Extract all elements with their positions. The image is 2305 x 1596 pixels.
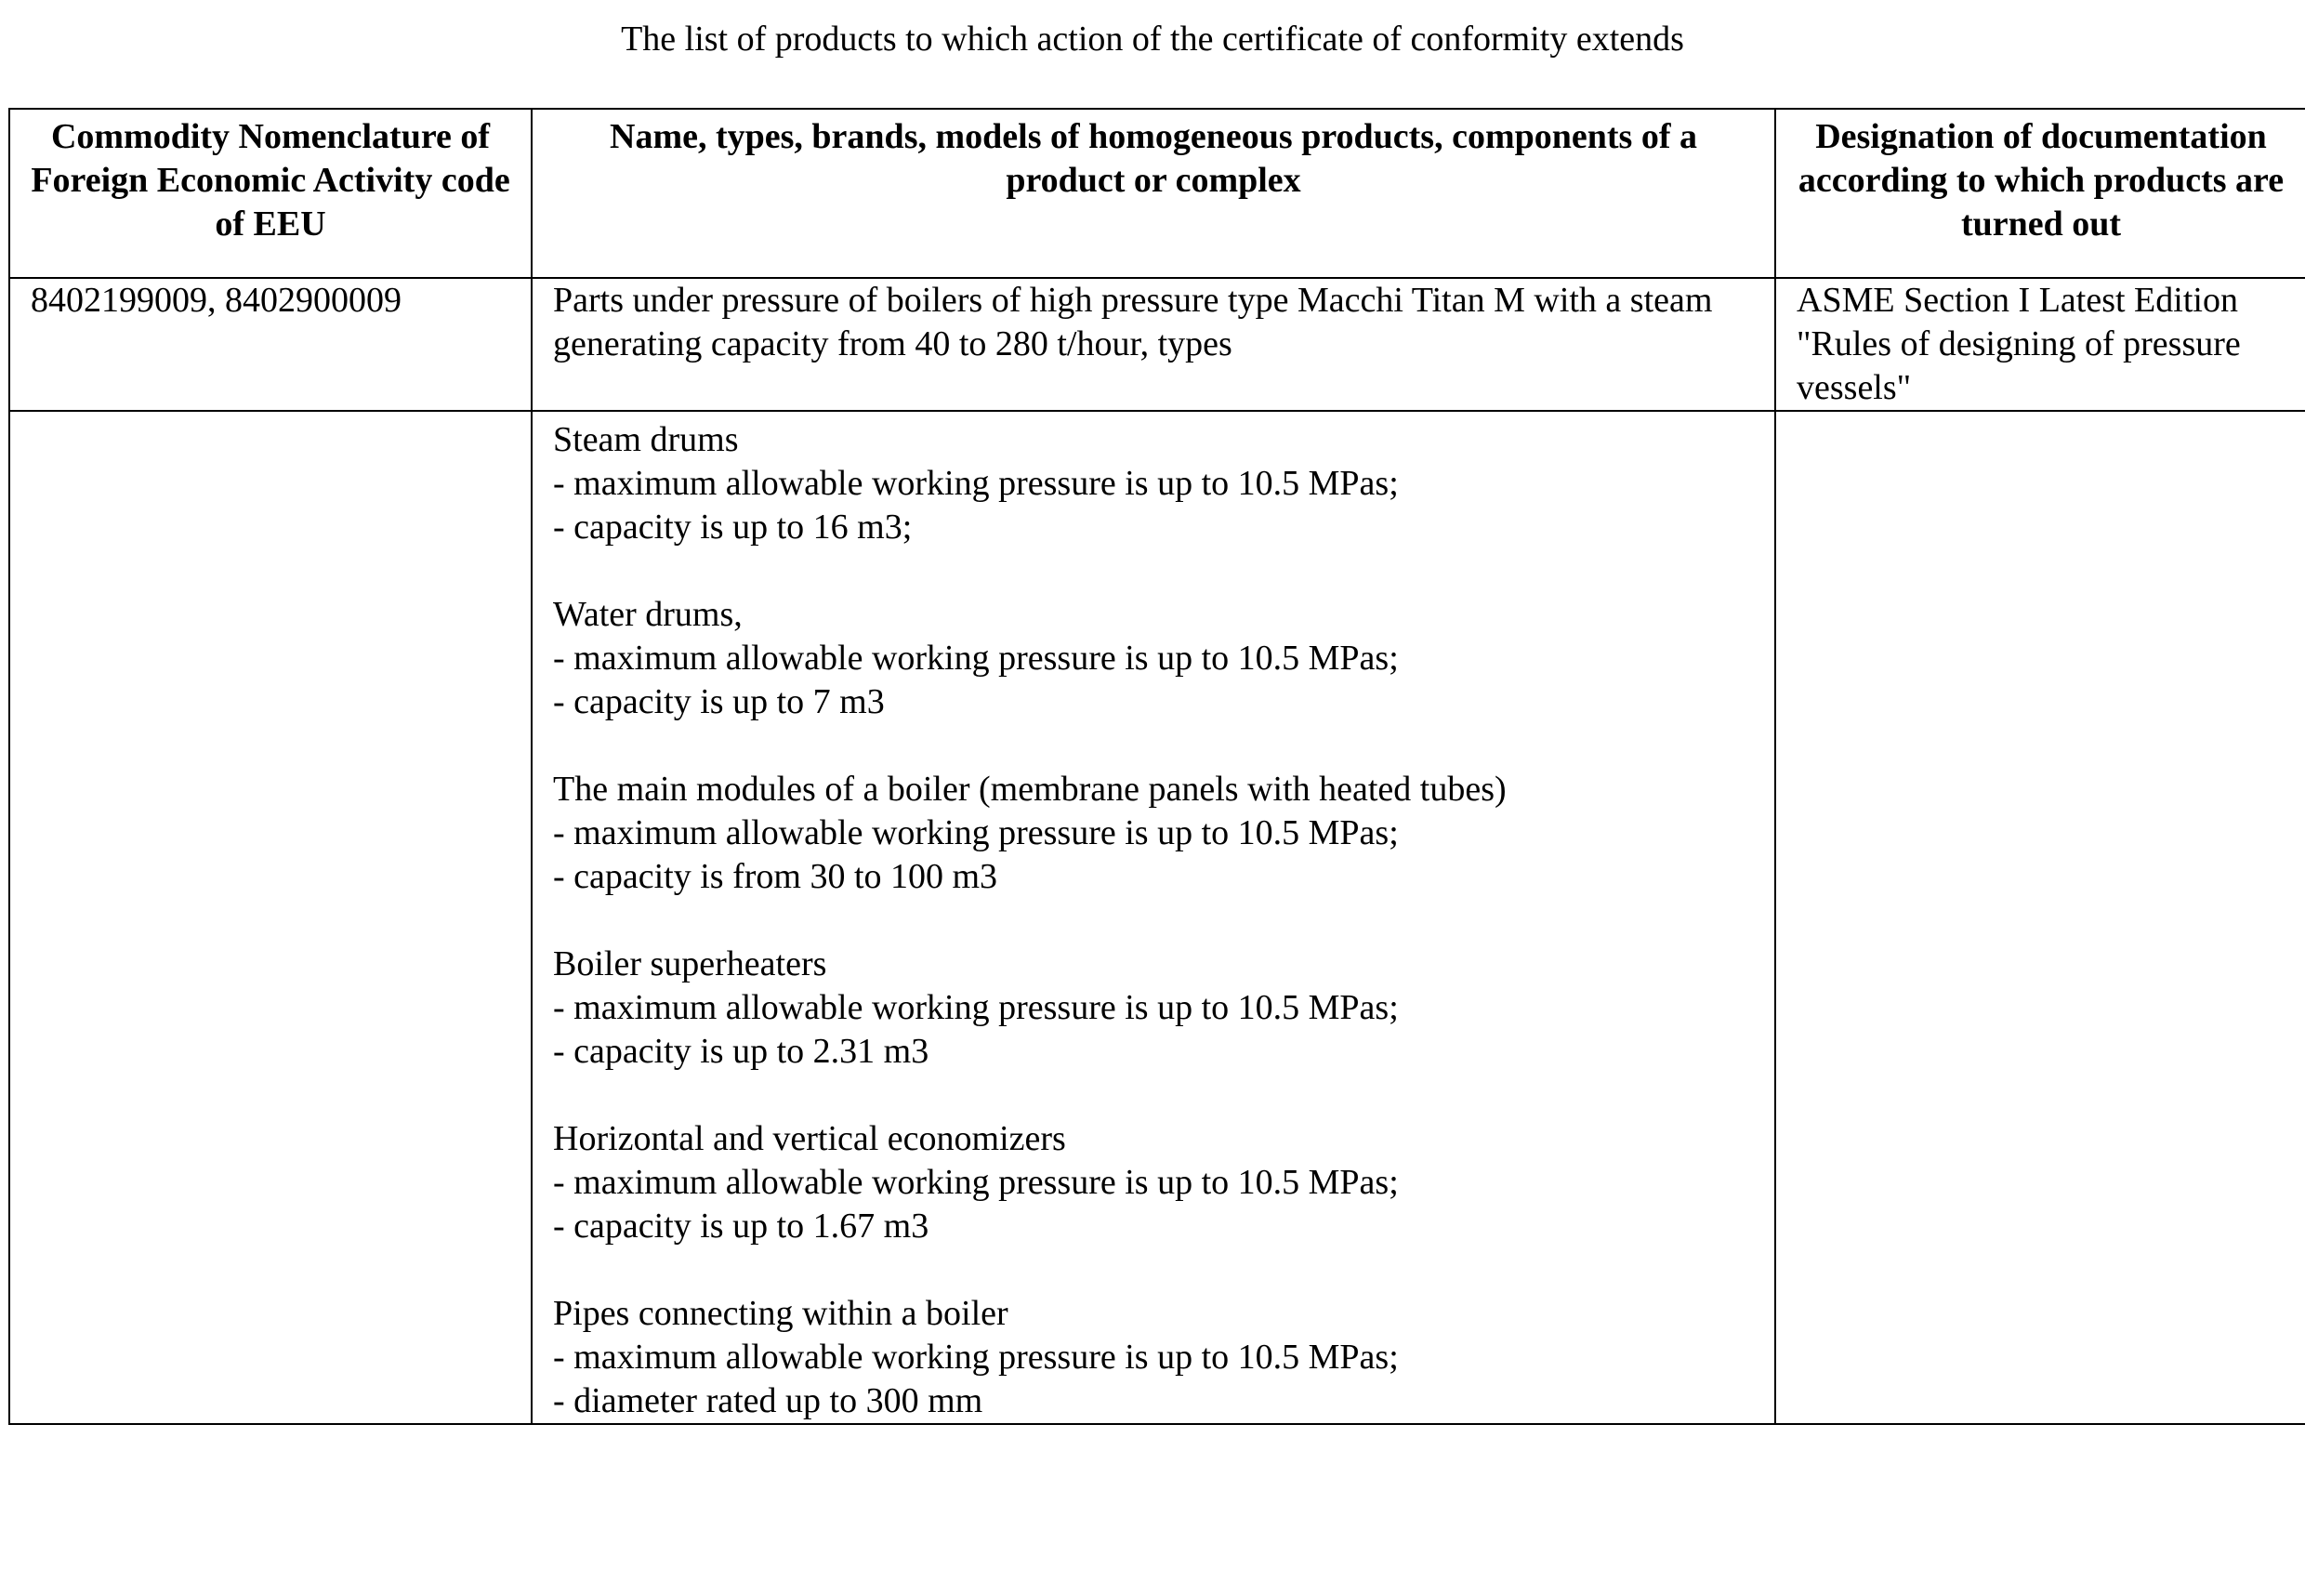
component-spec: - maximum allowable working pressure is up to 10.5 MPas; xyxy=(553,464,1399,503)
empty-documentation-cell xyxy=(1775,411,2305,1424)
component-spec: - maximum allowable working pressure is up to 10.5 MPas; xyxy=(553,1338,1399,1377)
commodity-code-cell: 8402199009, 8402900009 xyxy=(9,278,532,411)
header-documentation: Designation of documentation according to which products are turned out xyxy=(1775,109,2305,278)
header-product-name: Name, types, brands, models of homogeneous products, components of a product or complex xyxy=(532,109,1775,278)
component-name: The main modules of a boiler (membrane panels with heated tubes) xyxy=(553,770,1507,809)
component-spec: - maximum allowable working pressure is up to 10.5 MPas; xyxy=(553,988,1399,1027)
component-spec: - capacity is up to 1.67 m3 xyxy=(553,1207,929,1246)
table-row xyxy=(9,278,2305,411)
component-name: Horizontal and vertical economizers xyxy=(553,1119,1066,1158)
header-commodity-code: Commodity Nomenclature of Foreign Economic Activity code of EEU xyxy=(9,109,532,278)
component-spec: - maximum allowable working pressure is up to 10.5 MPas; xyxy=(553,1163,1399,1202)
page-title: The list of products to which action of the certificate of conformity extends xyxy=(621,20,1684,59)
product-table xyxy=(8,108,2305,1425)
component-spec: - maximum allowable working pressure is up to 10.5 MPas; xyxy=(553,639,1399,678)
component-pipes xyxy=(553,1292,1754,1423)
component-spec: - capacity is up to 7 m3 xyxy=(553,682,885,721)
documentation-cell: ASME Section I Latest Edition "Rules of designing of pressure vessels" xyxy=(1775,278,2305,411)
component-steam-drums xyxy=(553,418,1754,549)
component-spec: - capacity is from 30 to 100 m3 xyxy=(553,857,998,896)
component-spec: - diameter rated up to 300 mm xyxy=(553,1381,983,1420)
table-header-row xyxy=(9,109,2305,278)
component-name: Water drums, xyxy=(553,595,743,634)
component-spec: - maximum allowable working pressure is up to 10.5 MPas; xyxy=(553,813,1399,852)
component-spec: - capacity is up to 2.31 m3 xyxy=(553,1032,929,1071)
component-economizers xyxy=(553,1117,1754,1248)
component-name: Boiler superheaters xyxy=(553,944,827,983)
component-superheaters xyxy=(553,943,1754,1074)
components-cell xyxy=(532,411,1775,1424)
component-main-modules xyxy=(553,768,1754,899)
empty-code-cell xyxy=(9,411,532,1424)
component-spec: - capacity is up to 16 m3; xyxy=(553,508,913,547)
component-name: Steam drums xyxy=(553,420,739,459)
table-row xyxy=(9,411,2305,1424)
component-water-drums xyxy=(553,593,1754,724)
component-name: Pipes connecting within a boiler xyxy=(553,1294,1008,1333)
product-name-cell: Parts under pressure of boilers of high pressure type Macchi Titan M with a steam generating capacity from 40 to 280 t/hour, types xyxy=(532,278,1775,411)
